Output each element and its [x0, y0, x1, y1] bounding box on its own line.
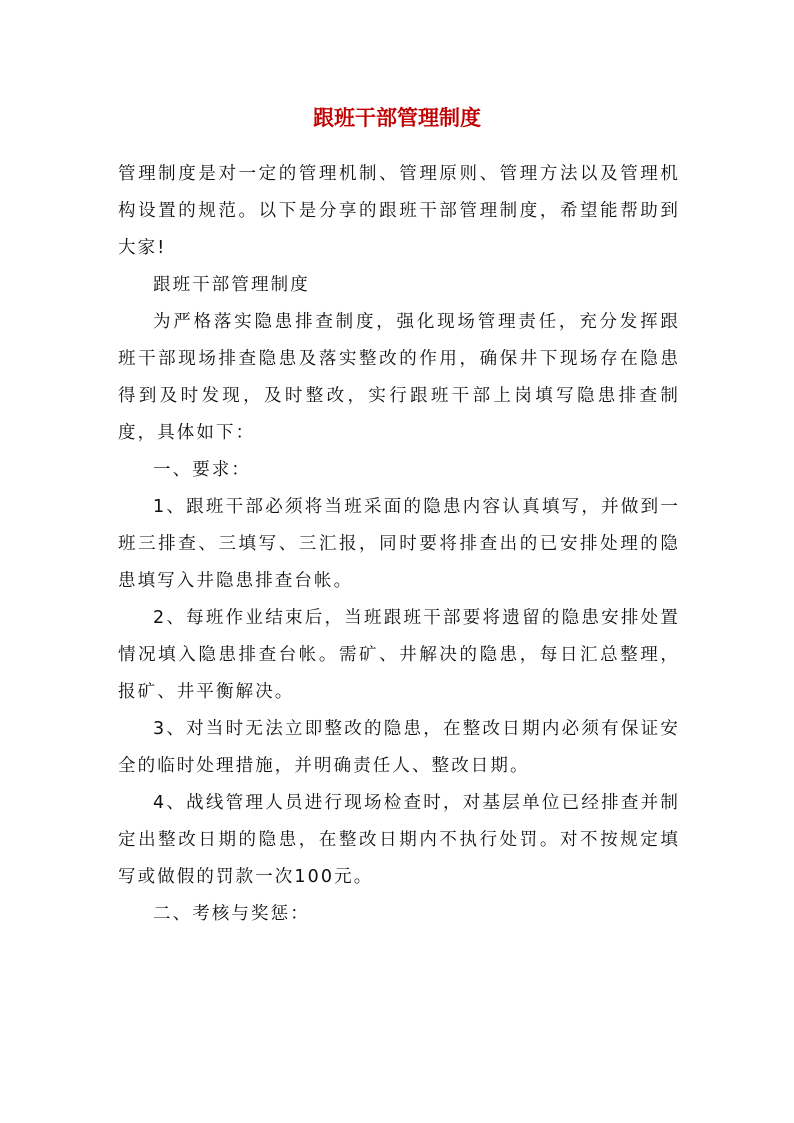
document-title: 跟班干部管理制度 [313, 105, 481, 130]
section-heading-assessment: 二、考核与奖惩： [153, 904, 310, 924]
paragraph-purpose: 为严格落实隐患排查制度，强化现场管理责任，充分发挥跟班干部现场排查隐患及落实整改的作用，确保井下现场存在隐患得到及时发现，及时整改，实行跟班干部上岗填写隐患排查制度，具体如下： [118, 312, 680, 443]
paragraph-item-4: 4、战线管理人员进行现场检查时，对基层单位已经排查并制定出整改日期的隐患，在整改日期内不执行处罚。对不按规定填写或做假的罚款一次100元。 [118, 793, 680, 887]
paragraph-item-3: 3、对当时无法立即整改的隐患，在整改日期内必须有保证安全的临时处理措施，并明确责任人、整改日期。 [118, 719, 680, 776]
paragraph-intro: 管理制度是对一定的管理机制、管理原则、管理方法以及管理机构设置的规范。以下是分享的跟班干部管理制度，希望能帮助到大家! [118, 164, 680, 258]
section-heading-requirements: 一、要求： [153, 460, 251, 480]
paragraph-subtitle: 跟班干部管理制度 [153, 275, 310, 295]
document-body [118, 156, 680, 933]
paragraph-item-1: 1、跟班干部必须将当班采面的隐患内容认真填写，并做到一班三排查、三填写、三汇报，同时要将排查出的已安排处理的隐患填写入井隐患排查台帐。 [118, 497, 680, 591]
paragraph-item-2: 2、每班作业结束后，当班跟班干部要将遗留的隐患安排处置情况填入隐患排查台帐。需矿、井解决的隐患，每日汇总整理，报矿、井平衡解决。 [118, 608, 680, 702]
